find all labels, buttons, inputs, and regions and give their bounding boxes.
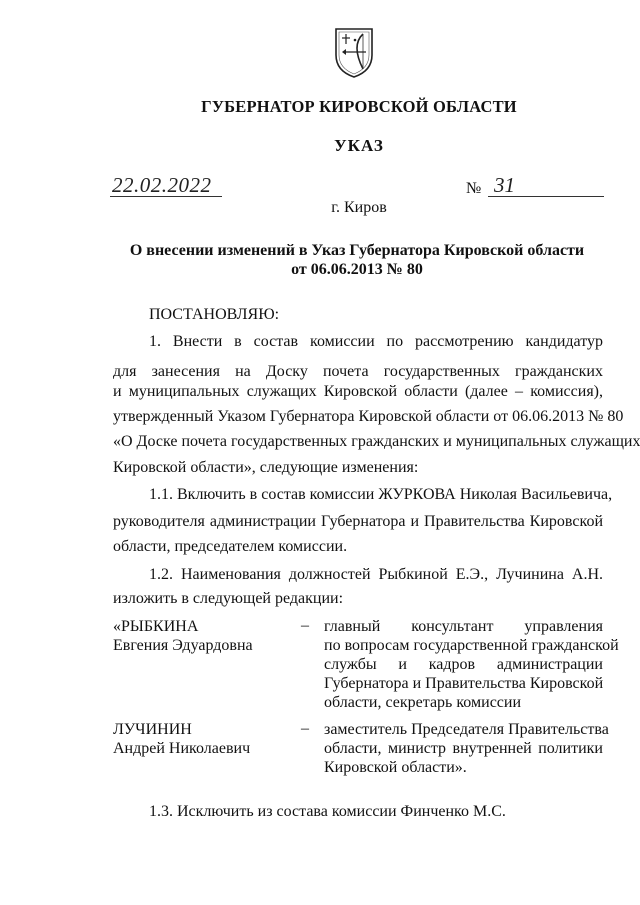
position-line: главный консультант управления: [324, 618, 603, 635]
paragraph-line: 1. Внести в состав комиссии по рассмотрению кандидатур: [149, 333, 603, 350]
paragraph-line: Кировской области», следующие изменения:: [113, 459, 419, 476]
number-underline: [488, 196, 604, 197]
paragraph-line: 1.2. Наименования должностей Рыбкиной Е.Э., Лучинина А.Н.: [149, 566, 603, 583]
member-surname: ЛУЧИНИН: [113, 721, 192, 738]
member-position: [324, 720, 609, 777]
member-name: [113, 720, 250, 758]
paragraph-line: изложить в следующей редакции:: [113, 590, 344, 607]
handwritten-date: 22.02.2022: [112, 173, 212, 197]
paragraph-line: области, председателем комиссии.: [113, 538, 348, 555]
member-dash: –: [301, 720, 309, 737]
subject-line: О внесении изменений в Указ Губернатора Кировской области: [129, 242, 585, 259]
coat-of-arms-emblem: [333, 25, 375, 79]
member-position: [324, 617, 619, 712]
paragraph-line: для занесения на Доску почета государственных гражданских: [113, 363, 603, 380]
position-line: Губернатора и Правительства Кировской: [324, 675, 604, 692]
decree-subject: [110, 241, 604, 279]
paragraph-line: и муниципальных служащих Кировской области (далее – комиссия),: [113, 383, 603, 400]
paragraph-line: 1.3. Исключить из состава комиссии Финченко М.С.: [149, 803, 506, 820]
member-given-names: Евгения Эдуардовна: [113, 637, 253, 654]
position-line: службы и кадров администрации: [324, 656, 603, 673]
position-line: Кировской области».: [324, 759, 467, 776]
organization-title: ГУБЕРНАТОР КИРОВСКОЙ ОБЛАСТИ: [201, 97, 517, 116]
paragraph-line: утвержденный Указом Губернатора Кировской области от 06.06.2013 № 80: [113, 408, 624, 425]
paragraph-line: «О Доске почета государственных гражданских и муниципальных служащих: [113, 433, 640, 450]
document-type: УКАЗ: [334, 136, 384, 155]
member-dash: –: [301, 617, 309, 634]
member-name: [113, 617, 253, 655]
paragraph-line: 1.1. Включить в состав комиссии ЖУРКОВА Николая Васильевича,: [149, 486, 613, 503]
subject-line: от 06.06.2013 № 80: [291, 261, 423, 278]
paragraph-line: руководителя администрации Губернатора и Правительства Кировской: [113, 513, 603, 530]
decree-word: ПОСТАНОВЛЯЮ:: [149, 306, 280, 323]
member-given-names: Андрей Николаевич: [113, 740, 251, 757]
handwritten-number: 31: [494, 173, 515, 197]
position-line: заместитель Председателя Правительства: [324, 721, 609, 738]
date-underline: [110, 196, 222, 197]
position-line: области, министр внутренней политики: [324, 740, 603, 757]
number-sign: №: [466, 180, 482, 197]
member-surname: «РЫБКИНА: [113, 618, 199, 635]
position-line: по вопросам государственной гражданской: [324, 637, 619, 654]
position-line: области, секретарь комиссии: [324, 694, 522, 711]
city-line: г. Киров: [331, 199, 387, 216]
